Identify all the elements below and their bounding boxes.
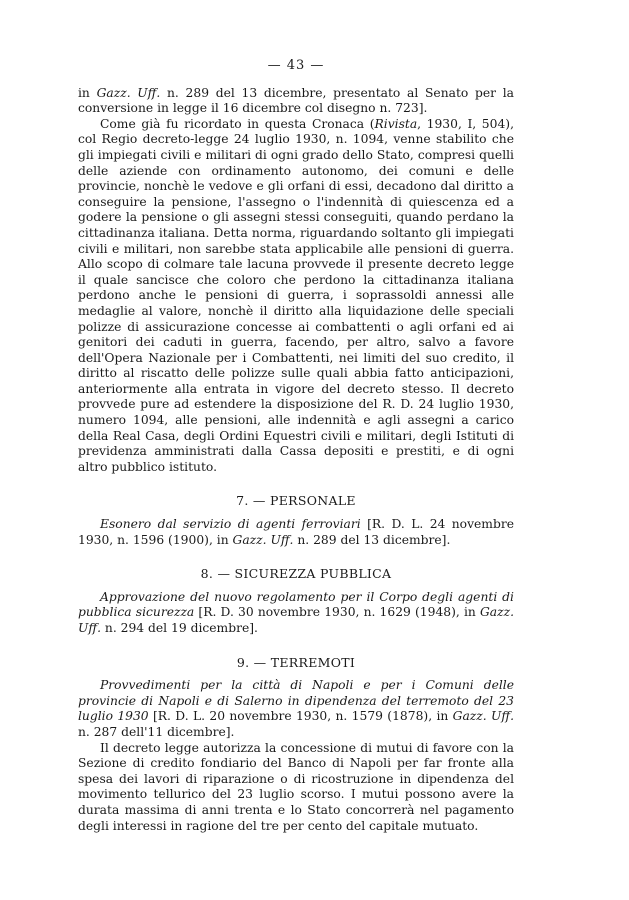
section-terremoti-body: Il decreto legge autorizza la concessione di mutui di favore con la Sezione di credito fondiario del Banco di Napoli per far fronte alla spesa dei lavori di riparazione o di ricostruzione in dipendenza del movimento tellurico del 23 luglio scorso. I mutui possono avere la durata massima di anni trenta e lo Stato concorrerà nel pagamento degli interessi in ragione del tre per cento del capitale mutuato. — [78, 740, 514, 833]
section-personale-title: Esonero dal servizio di agenti ferroviari — [100, 517, 361, 532]
section-heading-personale: 7. — PERSONALE — [236, 493, 356, 509]
gazzetta-reference: Gazz. Uff. — [78, 605, 514, 635]
section-personale-ref1: [R. D. L. 24 novembre 1930, n. 1596 (1900), in — [78, 517, 514, 547]
section-sicurezza-ref1: [R. D. 30 novembre 1930, n. 1629 (1948), in — [194, 605, 480, 620]
gazzetta-reference: Gazz. Uff. — [452, 709, 514, 724]
section-personale-entry — [78, 517, 514, 548]
intro-prefix: in — [78, 85, 97, 100]
document-page — [78, 58, 514, 834]
rivista-reference: Rivista — [374, 116, 418, 131]
page-number: — 43 — — [267, 58, 325, 73]
section-heading-terremoti: 9. — TERREMOTI — [236, 654, 356, 670]
section-sicurezza-ref2: n. 294 del 19 dicembre]. — [101, 621, 258, 635]
section-terremoti-title: Provvedimenti per la città di Napoli e per i Comuni delle provincie di Napoli e di Salerno in dipendenza del terremoto del 23 luglio 1930 — [78, 678, 514, 724]
section-terremoti-ref1: [R. D. L. 20 novembre 1930, n. 1579 (1878), in — [148, 709, 453, 724]
intro-text: n. 289 del 13 dicembre, presentato al Senato per la conversione in legge il 16 dicembre col disegno n. 723]. — [78, 85, 515, 116]
main-paragraph — [78, 117, 514, 476]
gazzetta-reference: Gazz. Uff. — [96, 85, 161, 100]
intro-paragraph — [78, 86, 514, 117]
section-heading-sicurezza: 8. — SICUREZZA PUBBLICA — [200, 566, 392, 582]
main-paragraph-part1: Come già fu ricordato in questa Cronaca ( — [100, 116, 375, 131]
section-terremoti-entry — [78, 678, 514, 740]
section-personale-ref2: n. 289 del 13 dicembre]. — [293, 532, 451, 547]
section-sicurezza-title: Approvazione del nuovo regolamento per il Corpo degli agenti di pubblica sicurezza — [78, 589, 514, 620]
gazzetta-reference: Gazz. Uff. — [232, 532, 294, 547]
section-terremoti-ref2: n. 287 dell'11 dicembre]. — [78, 724, 235, 739]
main-paragraph-part2: , 1930, I, 504), col Regio decreto-legge 24 luglio 1930, n. 1094, venne stabilito che gli impiegati civili e militari di ogni grado dello Stato, compresi quelli delle aziende con ordinamento autonomo, dei comuni e delle provincie, nonchè le vedove e gli orfani di essi, decadono dal diritto a conseguire la pensione, l'assegno o l'indennità di quiescenza ed a godere la pensione o gli assegni stessi conseguiti, quando perdano la cittadinanza italiana. Detta norma, riguardando soltanto gli impiegati civili e militari, non sarebbe stata applicabile alle pensioni di guerra. Allo scopo di colmare tale lacuna provvede il presente decreto legge il quale sancisce che coloro che perdono la cittadinanza italiana perdono anche le pensioni di guerra, i soprassoldi annessi alle medaglie al valore, nonchè il diritto alla liquidazione delle speciali polizze di assicurazione concesse ai combattenti o agli orfani ed ai genitori dei caduti in guerra, facendo, per altro, salvo a favore dell'Opera Nazionale per i Combattenti, nei limiti del suo credito, il diritto al riscatto delle polizze sulle quali abbia fatto anticipazioni, anteriormente alla entrata in vigore del decreto stesso. Il decreto provvede pure ad estendere la disposizione del R. D. 24 luglio 1930, numero 1094, alle pensioni, alle indennità e agli assegni a carico della Real Casa, degli Ordini Equestri civili e militari, degli Istituti di previdenza amministrati dalla Cassa depositi e prestiti, e di ogni altro pubblico istituto. — [78, 116, 514, 474]
section-sicurezza-entry — [78, 590, 514, 637]
